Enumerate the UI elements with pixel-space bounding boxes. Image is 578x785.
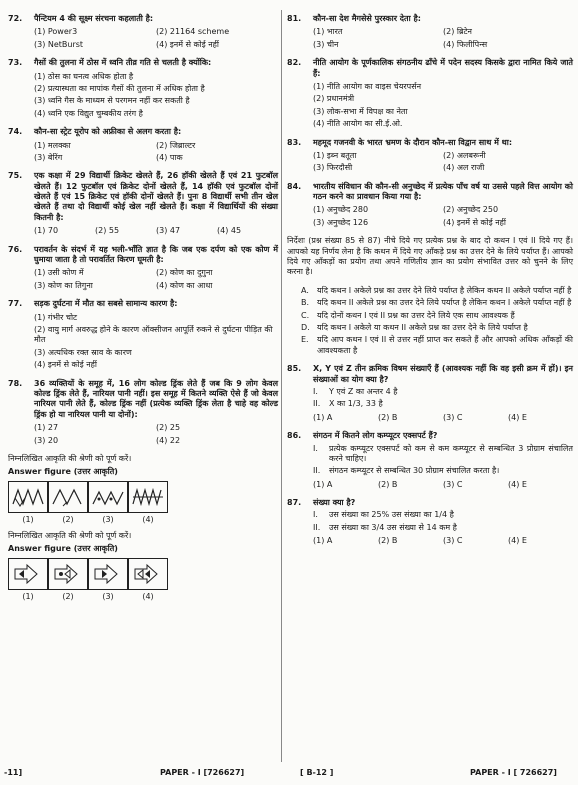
option: (1) उसी कोण में — [34, 268, 84, 278]
answer-figure-3 — [88, 558, 128, 590]
answer-figure-2 — [48, 481, 88, 513]
answer-figure-4 — [128, 481, 168, 513]
figure-series-1 — [8, 454, 278, 525]
option: (1) नीति आयोग का वाइस चेयरपर्सन — [313, 81, 422, 91]
question-text: संख्या क्या है? — [313, 498, 356, 508]
option: (4) ध्वनि एक विद्युत चुम्बकीय तरंग है — [34, 108, 143, 118]
option: (4) नीति आयोग का सी.ई.ओ. — [313, 119, 403, 129]
choice-key: E. — [301, 335, 309, 345]
option: (2) जिब्राल्टर — [156, 140, 196, 150]
option: (2) वायु मार्ग अवरुद्ध होने के कारण ऑक्सीजन आपूर्ति रुकने से दुर्घटना पीड़ित की मौत — [34, 324, 273, 345]
question-87 — [287, 498, 573, 547]
statement-key: I. — [313, 443, 318, 453]
figure-number: (1) — [22, 591, 34, 601]
option: (1) गंभीर चोट — [34, 312, 78, 322]
option: (3) अनुच्छेद 126 — [313, 217, 369, 227]
answer-figure-row — [8, 558, 278, 590]
answer-figure-1 — [8, 481, 48, 513]
question-number: 75. — [8, 171, 23, 181]
question-text: संगठन में कितने लोग कम्प्यूटर एक्सपर्ट हैं? — [313, 431, 438, 441]
footer-page-left: -11] — [4, 768, 23, 777]
question-73 — [8, 58, 278, 119]
question-text: सड़क दुर्घटना में मौत का सबसे सामान्य कारण है: — [34, 299, 178, 309]
option: (1) A — [313, 412, 333, 422]
question-86 — [287, 431, 573, 490]
option: (3) C — [443, 479, 463, 489]
choice-key: B. — [301, 298, 310, 308]
option: (2) अनुच्छेद 250 — [443, 205, 499, 215]
question-number: 73. — [8, 58, 23, 68]
instructions: निर्देशः (प्रश्न संख्या 85 से 87) नीचे दिये गए प्रत्येक प्रश्न के बाद दो कथन I एवं II दिये गए हैं। आपको यह निर्णय लेना है कि कथन में दिये गए आँकड़े प्रश्न का उत्तर देने के लिये पर्याप्त हैं। आपको दिये गए आँकड़ों का प्रयोग तथा अपने गणितीय ज्ञान का प्रयोग संभावित उत्तर को चुनने के लिए करना है। — [287, 236, 573, 277]
question-76 — [8, 245, 278, 292]
option: (1) अनुच्छेद 280 — [313, 205, 369, 215]
footer-page-number: [ B-12 ] — [300, 768, 334, 777]
option: (4) फिलीपिन्स — [443, 39, 488, 49]
option: (1) ठोस का घनत्व अधिक होता है — [34, 71, 134, 81]
choice-key: A. — [301, 285, 309, 295]
question-text: एक कक्षा में 29 विद्यार्थी क्रिकेट खेलते हैं, 26 हॉकी खेलते हैं एवं 21 फुटबॉल खेलते हैं। 12 फुटबॉल एवं क्रिकेट दोनों खेलते हैं, 14 हॉकी एवं फुटबॉल दोनों खेलते हैं एवं 15 क्रिकेट एवं हॉकी दोनों खेलते हैं। पुनः 8 विद्यार्थी सभी तीन खेल खेलते हैं तथा दो विद्यार्थी कोई खेल नहीं खेलते हैं। कक्षा में विद्यार्थियों की संख्या कितनी है: — [34, 171, 278, 222]
option: (3) NetBurst — [34, 39, 84, 49]
figure-number: (2) — [62, 514, 74, 524]
question-number: 84. — [287, 181, 302, 191]
figure-instruction: निम्नलिखित आकृति की श्रेणी को पूर्ण करें। — [8, 453, 132, 463]
figure-number: (2) — [62, 591, 74, 601]
choice-text: यदि दोनों कथन I एवं II प्रश्न का उत्तर देने लिये एक साथ आवश्यक हैं — [317, 310, 515, 320]
column-divider — [281, 10, 282, 762]
answer-figure-2 — [48, 558, 88, 590]
option: (4) 22 — [156, 435, 181, 445]
question-82 — [287, 58, 573, 129]
choice-text: यदि कथन II अकेले प्रश्न का उत्तर देने लिये पर्याप्त है लेकिन कथन I अकेले पर्याप्त नहीं है — [317, 298, 572, 308]
option: (2) कोण का दुगुना — [156, 268, 213, 278]
statement-key: II. — [313, 399, 321, 409]
option: (2) प्रत्यास्थता का मापांक गैसों की तुलना में अधिक होता है — [34, 83, 205, 93]
question-text: नीति आयोग के पूर्णकालिक संगठनीय ढाँचे में पदेन सदस्य किसके द्वारा नामित किये जाते हैं: — [313, 58, 573, 78]
option: (1) इब्न बतूता — [313, 150, 357, 160]
option: (2) B — [378, 479, 398, 489]
option: (4) इनमें से कोई नहीं — [156, 39, 219, 49]
option: (4) E — [508, 536, 527, 546]
question-number: 86. — [287, 431, 302, 441]
option: (4) 45 — [217, 226, 242, 236]
option: (2) प्रधानमंत्री — [313, 94, 355, 104]
question-text: कौन-सा स्ट्रेट यूरोप को अफ्रीका से अलग करता है: — [34, 127, 182, 137]
question-text: भारतीय संविधान की कौन-सी अनुच्छेद में प्रत्येक पाँच वर्ष या उससे पहले वित्त आयोग को गठन करने का प्रावधान किया गया है: — [313, 181, 573, 202]
option: (1) Power3 — [34, 27, 78, 37]
option: (1) A — [313, 536, 333, 546]
figure-number: (4) — [142, 514, 154, 524]
option: (4) अल राजी — [443, 163, 485, 173]
option: (3) 47 — [156, 226, 181, 236]
option: (3) फिरदौसी — [313, 163, 353, 173]
option: (4) इनमें से कोई नहीं — [443, 217, 506, 227]
figure-number: (4) — [142, 591, 154, 601]
answer-figure-1 — [8, 558, 48, 590]
option: (3) अत्यधिक रक्त स्राव के कारण — [34, 347, 132, 357]
option: (4) E — [508, 412, 527, 422]
option: (2) अलबरूनी — [443, 150, 486, 160]
option: (3) C — [443, 536, 463, 546]
option: (3) 20 — [34, 435, 59, 445]
option: (4) E — [508, 479, 527, 489]
option: (2) B — [378, 412, 398, 422]
option: (2) 25 — [156, 423, 181, 433]
question-78 — [8, 379, 278, 446]
answer-figure-label: Answer figure (उत्तर आकृति) — [8, 467, 118, 477]
statement-text: X का 1/3, 33 है — [329, 399, 383, 409]
question-number: 77. — [8, 299, 23, 309]
option: (3) चीन — [313, 39, 339, 49]
answer-figure-3 — [88, 481, 128, 513]
question-77 — [8, 299, 278, 370]
question-text: पैन्टियम 4 की सूक्ष्म संरचना कहलाती है: — [34, 14, 154, 23]
question-75 — [8, 171, 278, 236]
statement-key: II. — [313, 466, 321, 476]
option: (1) 27 — [34, 423, 59, 433]
option: (1) भारत — [313, 27, 343, 37]
figure-number: (3) — [102, 591, 114, 601]
option: (3) बेरिंग — [34, 152, 63, 162]
choice-text: यदि कथन I अकेले प्रश्न का उत्तर देने लिये पर्याप्त है लेकिन कथन II अकेले पर्याप्त नहीं है — [317, 285, 572, 295]
statement-text: Y एवं Z का अन्तर 4 है — [329, 386, 398, 396]
statement-text: उस संख्या का 3/4 उस संख्या से 14 कम है — [329, 522, 457, 532]
question-text: परावर्तन के संदर्भ में यह भली-भाँति ज्ञात है कि जब एक दर्पण को एक कोण में घुमाया जाता है तो परावर्तित किरण घूमती है: — [34, 244, 278, 265]
statement-text: संगठन कम्प्यूटर से सम्बन्धित 30 प्रोग्राम संचालित करता है। — [329, 466, 500, 476]
question-number: 72. — [8, 14, 23, 23]
question-number: 74. — [8, 127, 23, 137]
option: (2) B — [378, 536, 398, 546]
statement-text: प्रत्येक कम्प्यूटर एक्सपर्ट को कम से कम कम्प्यूटर से सम्बन्धित 3 प्रोग्राम संचालित करने चाहिए। — [329, 443, 573, 463]
question-72 — [8, 14, 278, 50]
option: (4) इनमें से कोई नहीं — [34, 360, 97, 370]
question-83 — [287, 138, 573, 174]
figure-series-2 — [8, 531, 278, 602]
option: (3) C — [443, 412, 463, 422]
option: (2) 21164 scheme — [156, 27, 230, 37]
option: (3) कोण का तिगुना — [34, 280, 93, 290]
statement-text: उस संख्या का 25% उस संख्या का 1/4 है — [329, 510, 454, 520]
option: (3) लोक-सभा में विपक्ष का नेता — [313, 106, 408, 116]
question-number: 87. — [287, 498, 302, 508]
question-number: 82. — [287, 58, 302, 68]
question-text: महमूद गजनवी के भारत भ्रमण के दौरान कौन-सा विद्वान साथ में था: — [313, 137, 513, 147]
question-number: 78. — [8, 378, 23, 388]
figure-number: (3) — [102, 514, 114, 524]
option: (4) पाक — [156, 152, 183, 162]
figure-instruction: निम्नलिखित आकृति की श्रेणी को पूर्ण करें। — [8, 531, 132, 541]
question-number: 81. — [287, 14, 302, 23]
question-text: कौन-सा देश मैगसेसे पुरस्कार देता है: — [313, 14, 421, 23]
question-84 — [287, 182, 573, 229]
statement-key: I. — [313, 386, 318, 396]
footer-paper-left: PAPER - I [726627] — [160, 768, 245, 777]
question-text: 36 व्यक्तियों के समूह में, 16 लोग कोल्ड ड्रिंक लेते हैं जब कि 9 लोग केवल कोल्ड ड्रिंक लेते हैं, नारियल पानी नहीं। इस समूह में कितने व्यक्ति ऐसे हैं जो केवल नारियल पानी लेते हैं, कोल्ड ड्रिंक नहीं (प्रत्येक व्यक्ति ड्रिंक लेता है चाहे वह कोल्ड ड्रिंक हो या नारियल पानी या दोनों): — [34, 378, 278, 419]
question-text: गैसों की तुलना में ठोस में ध्वनि तीव्र गति से चलती है क्योंकि: — [34, 58, 212, 68]
answer-figure-4 — [128, 558, 168, 590]
option: (3) ध्वनि गैस के माध्यम से परगमन नहीं कर सकती है — [34, 96, 190, 106]
choice-text: यदि आप कथन I एवं II से उत्तर नहीं प्राप्त कर सकते हैं और आपको अधिक आँकड़ों की आवश्यकता है — [317, 335, 573, 355]
question-number: 76. — [8, 244, 23, 254]
answer-figure-label: Answer figure (उत्तर आकृति) — [8, 544, 118, 554]
option: (4) कोण का आधा — [156, 280, 213, 290]
footer-paper-right: PAPER - I [ 726627] — [470, 768, 557, 777]
question-74 — [8, 127, 278, 163]
statement-key: I. — [313, 510, 318, 520]
left-column — [8, 14, 278, 608]
question-85 — [287, 364, 573, 423]
page-footer — [0, 768, 578, 782]
statement-key: II. — [313, 522, 321, 532]
question-text: X, Y एवं Z तीन क्रमिक विषम संख्याएँ हैं (आवश्यक नहीं कि वह इसी क्रम में हों)। इन संख्याओं का योग क्या है? — [313, 364, 573, 384]
choice-key: C. — [301, 310, 310, 320]
option: (2) ब्रिटेन — [443, 27, 472, 37]
answer-choices — [301, 286, 573, 356]
option: (1) 70 — [34, 226, 59, 236]
figure-number: (1) — [22, 514, 34, 524]
right-column — [287, 14, 573, 555]
question-number: 85. — [287, 364, 302, 374]
option: (2) 55 — [95, 226, 120, 236]
question-81 — [287, 14, 573, 50]
option: (1) मलक्का — [34, 140, 71, 150]
choice-key: D. — [301, 322, 310, 332]
option: (1) A — [313, 479, 333, 489]
question-number: 83. — [287, 137, 302, 147]
answer-figure-row — [8, 481, 278, 513]
choice-text: यदि कथन I अकेले या कथन II अकेले प्रश्न का उत्तर देने के लिये पर्याप्त है — [317, 322, 528, 332]
